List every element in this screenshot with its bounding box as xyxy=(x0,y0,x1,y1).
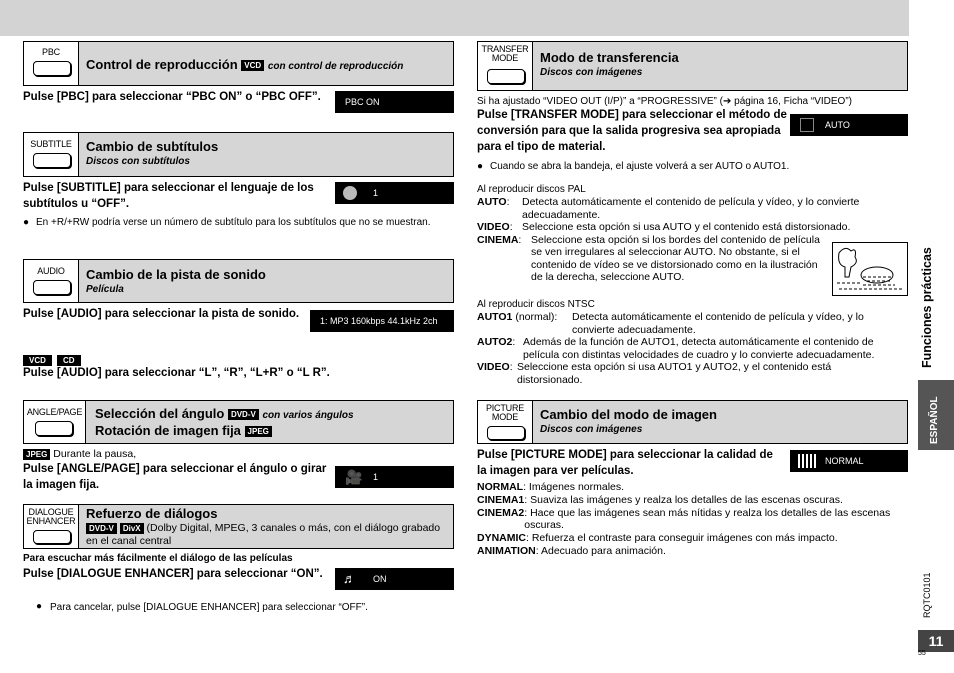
section-angle xyxy=(23,400,454,444)
audio-instruction: Pulse [AUDIO] para seleccionar la pista de sonido. xyxy=(23,308,300,320)
angle-key-icon: ANGLE/PAGE xyxy=(24,401,86,443)
pbc-instruction: Pulse [PBC] para seleccionar “PBC ON” o “PBC OFF”. xyxy=(23,91,321,103)
dialogue-title: Refuerzo de diálogos xyxy=(86,506,218,521)
divx-tag: DivX xyxy=(120,523,144,534)
jpeg-tag: JPEG xyxy=(23,449,50,460)
picture-instruction: Pulse [PICTURE MODE] para seleccionar la calidad de la imagen para ver películas. xyxy=(477,449,773,477)
subtitle-key-icon: SUBTITLE xyxy=(24,133,79,176)
transfer-subtitle: Discos con imágenes xyxy=(540,67,643,78)
section-dialogue xyxy=(23,504,454,549)
ntsc-item: AUTO1 (normal): Detecta automáticamente el contenido de película y vídeo, y lo convierte adecuadamente. xyxy=(477,311,864,336)
bullet-icon: ● xyxy=(477,161,484,172)
dvd-v-tag: DVD-V xyxy=(228,409,259,420)
ntsc-item: AUTO2: Además de la función de AUTO1, detecta automáticamente el contenido de película con distintas velocidades de cuadro y lo convierte adecuadamente. xyxy=(477,336,875,361)
ntsc-item: VIDEO: Seleccione esta opción si usa AUTO1 y AUTO2, y el contenido está distorsionado. xyxy=(477,361,832,386)
vcd-tag: VCD xyxy=(23,355,52,366)
angle-title-2: Rotación de imagen fija JPEG xyxy=(95,423,272,438)
picture-modes-list xyxy=(477,481,907,558)
subtitle-note: En +R/+RW podría verse un número de subtítulo para los subtítulos que no se muestran. xyxy=(36,217,431,228)
picture-mode-item: CINEMA1 : Suaviza las imágenes y realza los detalles de las escenas oscuras. xyxy=(477,493,843,506)
dialogue-note: Para cancelar, pulse [DIALOGUE ENHANCER] para seleccionar “OFF”. xyxy=(50,602,368,613)
picture-key-icon: PICTURE MODE xyxy=(478,401,533,443)
picture-mode-item: NORMAL : Imágenes normales. xyxy=(477,481,625,493)
dialogue-subtitle: DVD-V DivX (Dolby Digital, MPEG, 3 canales o más, con el diálogo grabado en el canal central xyxy=(86,522,441,547)
picture-mode-item: DYNAMIC : Refuerza el contraste para conseguir imágenes con más impacto. xyxy=(477,532,838,545)
pal-heading: Al reproducir discos PAL xyxy=(477,184,586,195)
pal-item: CINEMA: Seleccione esta opción si los bordes del contenido de película se ven irregulares al seleccionar AUTO. No obstante, si el contenido de vídeo se ve distorsionado como en la ilustración de la derecha, seleccione AUTO. xyxy=(477,233,820,283)
angle-display: 🎥 1 xyxy=(335,466,454,488)
pbc-title: Control de reproducción VCD con control de reproducción xyxy=(86,57,404,72)
doc-code: RQTC0101 xyxy=(922,572,932,618)
pal-item: VIDEO: Seleccione esta opción si usa AUTO y el contenido está distorsionado. xyxy=(477,221,851,233)
cd-tag: CD xyxy=(57,355,81,366)
language-label: ESPAÑOL xyxy=(929,396,940,444)
transfer-display: AUTO xyxy=(790,114,908,136)
audio-key-icon: AUDIO xyxy=(24,260,79,302)
dialogue-heading: Para escuchar más fácilmente el diálogo de las películas xyxy=(23,553,293,564)
section-subtitle xyxy=(23,132,454,177)
audio-instruction-2: Pulse [AUDIO] para seleccionar “L”, “R”, “L+R” o “L R”. xyxy=(23,367,330,379)
small-page-number: 55 xyxy=(918,650,926,657)
section-pbc xyxy=(23,41,454,86)
audio-subtitle: Película xyxy=(86,284,124,295)
section-transfer-mode xyxy=(477,41,908,91)
section-audio xyxy=(23,259,454,303)
subtitle-title: Cambio de subtítulos xyxy=(86,139,219,154)
picture-title: Cambio del modo de imagen xyxy=(540,407,717,422)
side-section-label: Funciones prácticas xyxy=(920,247,934,368)
angle-title: Selección del ángulo DVD-V con varios ángulos xyxy=(95,406,354,421)
dialogue-key-icon: DIALOGUE ENHANCER xyxy=(24,505,79,548)
transfer-key-icon: TRANSFER MODE xyxy=(478,42,533,90)
subtitle-display: 1 xyxy=(335,182,454,204)
pal-item: AUTO: Detecta automáticamente el contenido de película y vídeo, y lo convierte adecuadamente. xyxy=(477,196,860,221)
speech-icon: ♬ xyxy=(343,571,356,586)
subtitle-subtitle: Discos con subtítulos xyxy=(86,156,190,167)
pbc-display: PBC ON xyxy=(335,91,454,113)
audio-title: Cambio de la pista de sonido xyxy=(86,267,266,282)
language-tab xyxy=(918,380,954,450)
picture-subtitle: Discos con imágenes xyxy=(540,424,643,435)
dialogue-display: ♬ ON xyxy=(335,568,454,590)
section-picture-mode xyxy=(477,400,908,444)
transfer-note: Cuando se abra la bandeja, el ajuste volverá a ser AUTO o AUTO1. xyxy=(490,161,790,172)
page-number: 11 xyxy=(918,630,954,652)
jpeg-tag: JPEG xyxy=(245,426,272,437)
bullet-icon: ● xyxy=(36,601,43,612)
picture-mode-icon xyxy=(798,454,818,468)
top-header-bar xyxy=(0,0,909,36)
pbc-key-label: PBC xyxy=(42,47,60,57)
subtitle-disc-icon xyxy=(343,186,357,200)
transfer-pre: Si ha ajustado “VIDEO OUT (I/P)” a “PROGRESSIVE” (➔ página 16, Ficha “VIDEO”) xyxy=(477,96,852,107)
audio-display: 1: MP3 160kbps 44.1kHz 2ch xyxy=(310,310,454,332)
dialogue-instruction: Pulse [DIALOGUE ENHANCER] para seleccionar “ON”. xyxy=(23,568,323,580)
transfer-title: Modo de transferencia xyxy=(540,50,679,65)
picture-display: NORMAL xyxy=(790,450,908,472)
ntsc-heading: Al reproducir discos NTSC xyxy=(477,299,595,310)
picture-mode-item: ANIMATION : Adecuado para animación. xyxy=(477,544,666,557)
ntsc-list xyxy=(477,311,907,386)
distorted-image-illustration xyxy=(832,242,908,296)
angle-pre: JPEG Durante la pausa, xyxy=(23,448,136,460)
vcd-tag: VCD xyxy=(241,60,264,71)
picture-mode-item: CINEMA2 : Hace que las imágenes sean más nítidas y realza los detalles de las escenas oscuras. xyxy=(477,506,891,532)
dvd-v-tag: DVD-V xyxy=(86,523,117,534)
transfer-instruction: Pulse [TRANSFER MODE] para seleccionar el método de conversión para que la salida progresiva sea apropiada para el tipo de material. xyxy=(477,109,787,153)
subtitle-instruction: Pulse [SUBTITLE] para seleccionar el lenguaje de los subtítulos u “OFF”. xyxy=(23,182,314,210)
angle-instruction: Pulse [ANGLE/PAGE] para seleccionar el ángulo o girar la imagen fija. xyxy=(23,463,327,491)
camera-icon: 🎥 xyxy=(345,469,363,485)
pbc-key-icon xyxy=(24,42,79,85)
transfer-mode-icon xyxy=(800,118,814,132)
bullet-icon: ● xyxy=(23,217,30,228)
